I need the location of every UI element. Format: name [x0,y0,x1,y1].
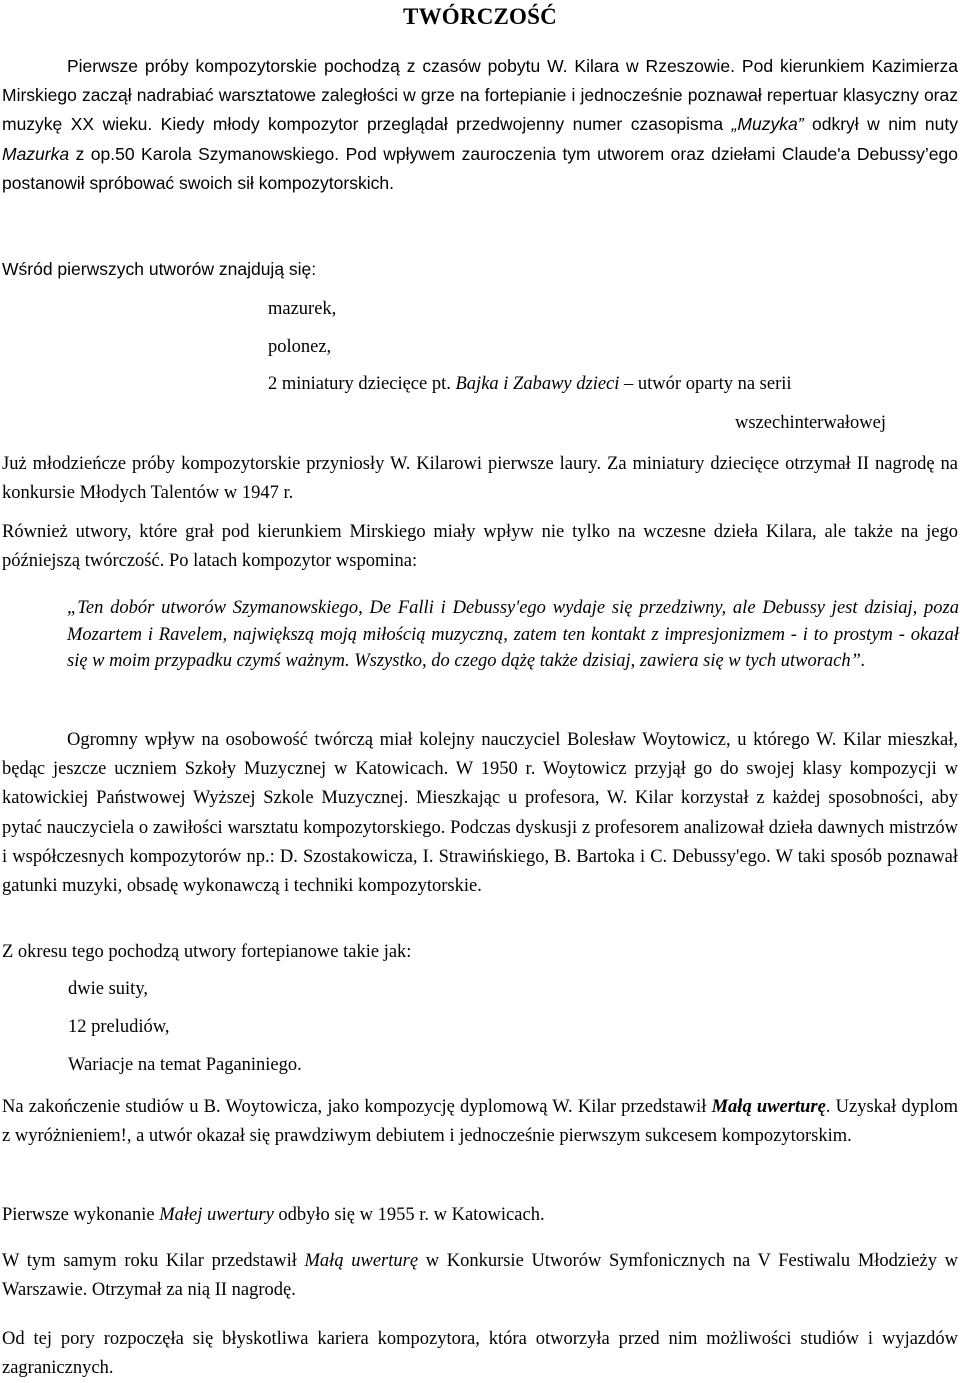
miniatures-text-a: 2 miniatury dziecięce pt. [268,374,456,394]
paragraph-first-performance [2,1201,958,1230]
paragraph-diploma [2,1093,958,1151]
piano-works-intro: Z okresu tego pochodzą utwory fortepianowe takie jak: [2,942,412,962]
p7-work-title: Małej uwertury [159,1205,274,1225]
paragraph-mirski-influence: Również utwory, które grał pod kierunkiem Mirskiego miały wpływ nie tylko na wczesne dzieła Kilara, ale także na jego późniejszą twórczość. Po latach kompozytor wspomina: [2,522,958,572]
paragraph-first-awards: Już młodzieńcze próby kompozytorskie przyniosły W. Kilarowi pierwsze laury. Za miniatury dziecięce otrzymał II nagrodę na konkursie Młodych Talentów w 1947 r. [2,454,958,504]
p1-mazurka-title: Mazurka [2,143,70,164]
p1-text-b: odkrył w nim nuty [803,114,959,135]
list-item-miniatures [268,372,792,396]
paragraph-first-attempts [2,52,958,198]
p6-text-b: . Uzyskał dyplom z wyróżnieniem!, a utwór okazał się prawdziwym debiutem i jednocześnie pierwszym sukcesem kompozytorskim. [2,1097,959,1147]
paragraph-competition [2,1247,958,1305]
composer-quote: „Ten dobór utworów Szymanowskiego, De Falli i Debussy'ego wydaje się przedziwny, ale Debussy jest dzisiaj, poza Mozartem i Ravelem, największą moją miłością muzyczną, zatem ten kontakt z impresjonizmem - i to prostym - okazał się w moim przypadku czymś ważnym. Wszystko, do czego dążę także dzisiaj, zawiera się w tych utworach”. [67,598,959,671]
paragraph-career: Od tej pory rozpoczęła się błyskotliwa kariera kompozytora, która otworzyła przed nim możliwości studiów i wyjazdów zagranicznych. [2,1329,958,1379]
page-title: TWÓRCZOŚĆ [403,4,557,29]
p8-text-a: W tym samym roku Kilar przedstawił [2,1251,305,1271]
p1-magazine-title: „Muzyka” [731,114,804,135]
p8-text-b: w Konkursie Utworów Symfonicznych na V Festiwalu Młodzieży w Warszawie. Otrzymał za nią II nagrodę. [2,1251,958,1301]
list-item-polonez: polonez, [268,337,332,357]
p8-work-title: Małą uwerturę [304,1251,419,1271]
p6-work-title: Małą uwerturę [711,1097,826,1117]
miniatures-text-b: – utwór oparty na serii [619,374,792,394]
p1-text-a: Pierwsze próby kompozytorskie pochodzą z czasów pobytu W. Kilara w Rzeszowie. Pod kierunkiem Kazimierza Mirskiego zaczął nadrabiać warsztatowe zaległości w grze na fortepianie i jednocześnie poznawał repertuar klasyczny oraz muzykę XX wieku. Kiedy młody kompozytor przeglądał przedwojenny numer czasopisma [2,56,958,135]
paragraph-woytowicz: Ogromny wpływ na osobowość twórczą miał kolejny nauczyciel Bolesław Woytowicz, u którego W. Kilar mieszkał, będąc jeszcze uczniem Szkoły Muzycznej w Katowicach. W 1950 r. Woytowicz przyjął go do swojej klasy kompozycji w katowickiej Państwowej Wyższej Szkole Muzycznej. Mieszkając u profesora, W. Kilar korzystał z każdej sposobności, aby pytać nauczyciela o zawiłości warsztatu kompozytorskiego. Podczas dyskusji z profesorem analizował dzieła dawnych mistrzów i współczesnych kompozytorów np.: D. Szostakowicza, I. Strawińskiego, B. Bartoka i C. Debussy'ego. W taki sposób poznawał gatunki muzyki, obsadę wykonawczą i techniki kompozytorskie. [2,730,958,897]
list-item-preludes: 12 preludiów, [68,1017,170,1037]
list-item-miniatures-continued: wszechinterwałowej [735,413,887,433]
list-item-suites: dwie suity, [68,979,148,999]
p7-text-a: Pierwsze wykonanie [2,1205,160,1225]
list-item-variations: Wariacje na temat Paganiniego. [68,1055,302,1075]
p6-text-a: Na zakończenie studiów u B. Woytowicza, jako kompozycję dyplomową W. Kilar przedstawił [2,1097,712,1117]
p1-text-c: z op.50 Karola Szymanowskiego. Pod wpływem zauroczenia tym utworem oraz dziełami Claude'a Debussy’ego postanowił spróbować swoich sił kompozytorskich. [2,143,958,193]
list-item-mazurek: mazurek, [268,299,337,319]
p7-text-b: odbyło się w 1955 r. w Katowicach. [273,1205,545,1225]
miniatures-title: Bajka i Zabawy dzieci [455,374,620,394]
works-intro: Wśród pierwszych utworów znajdują się: [2,259,317,279]
